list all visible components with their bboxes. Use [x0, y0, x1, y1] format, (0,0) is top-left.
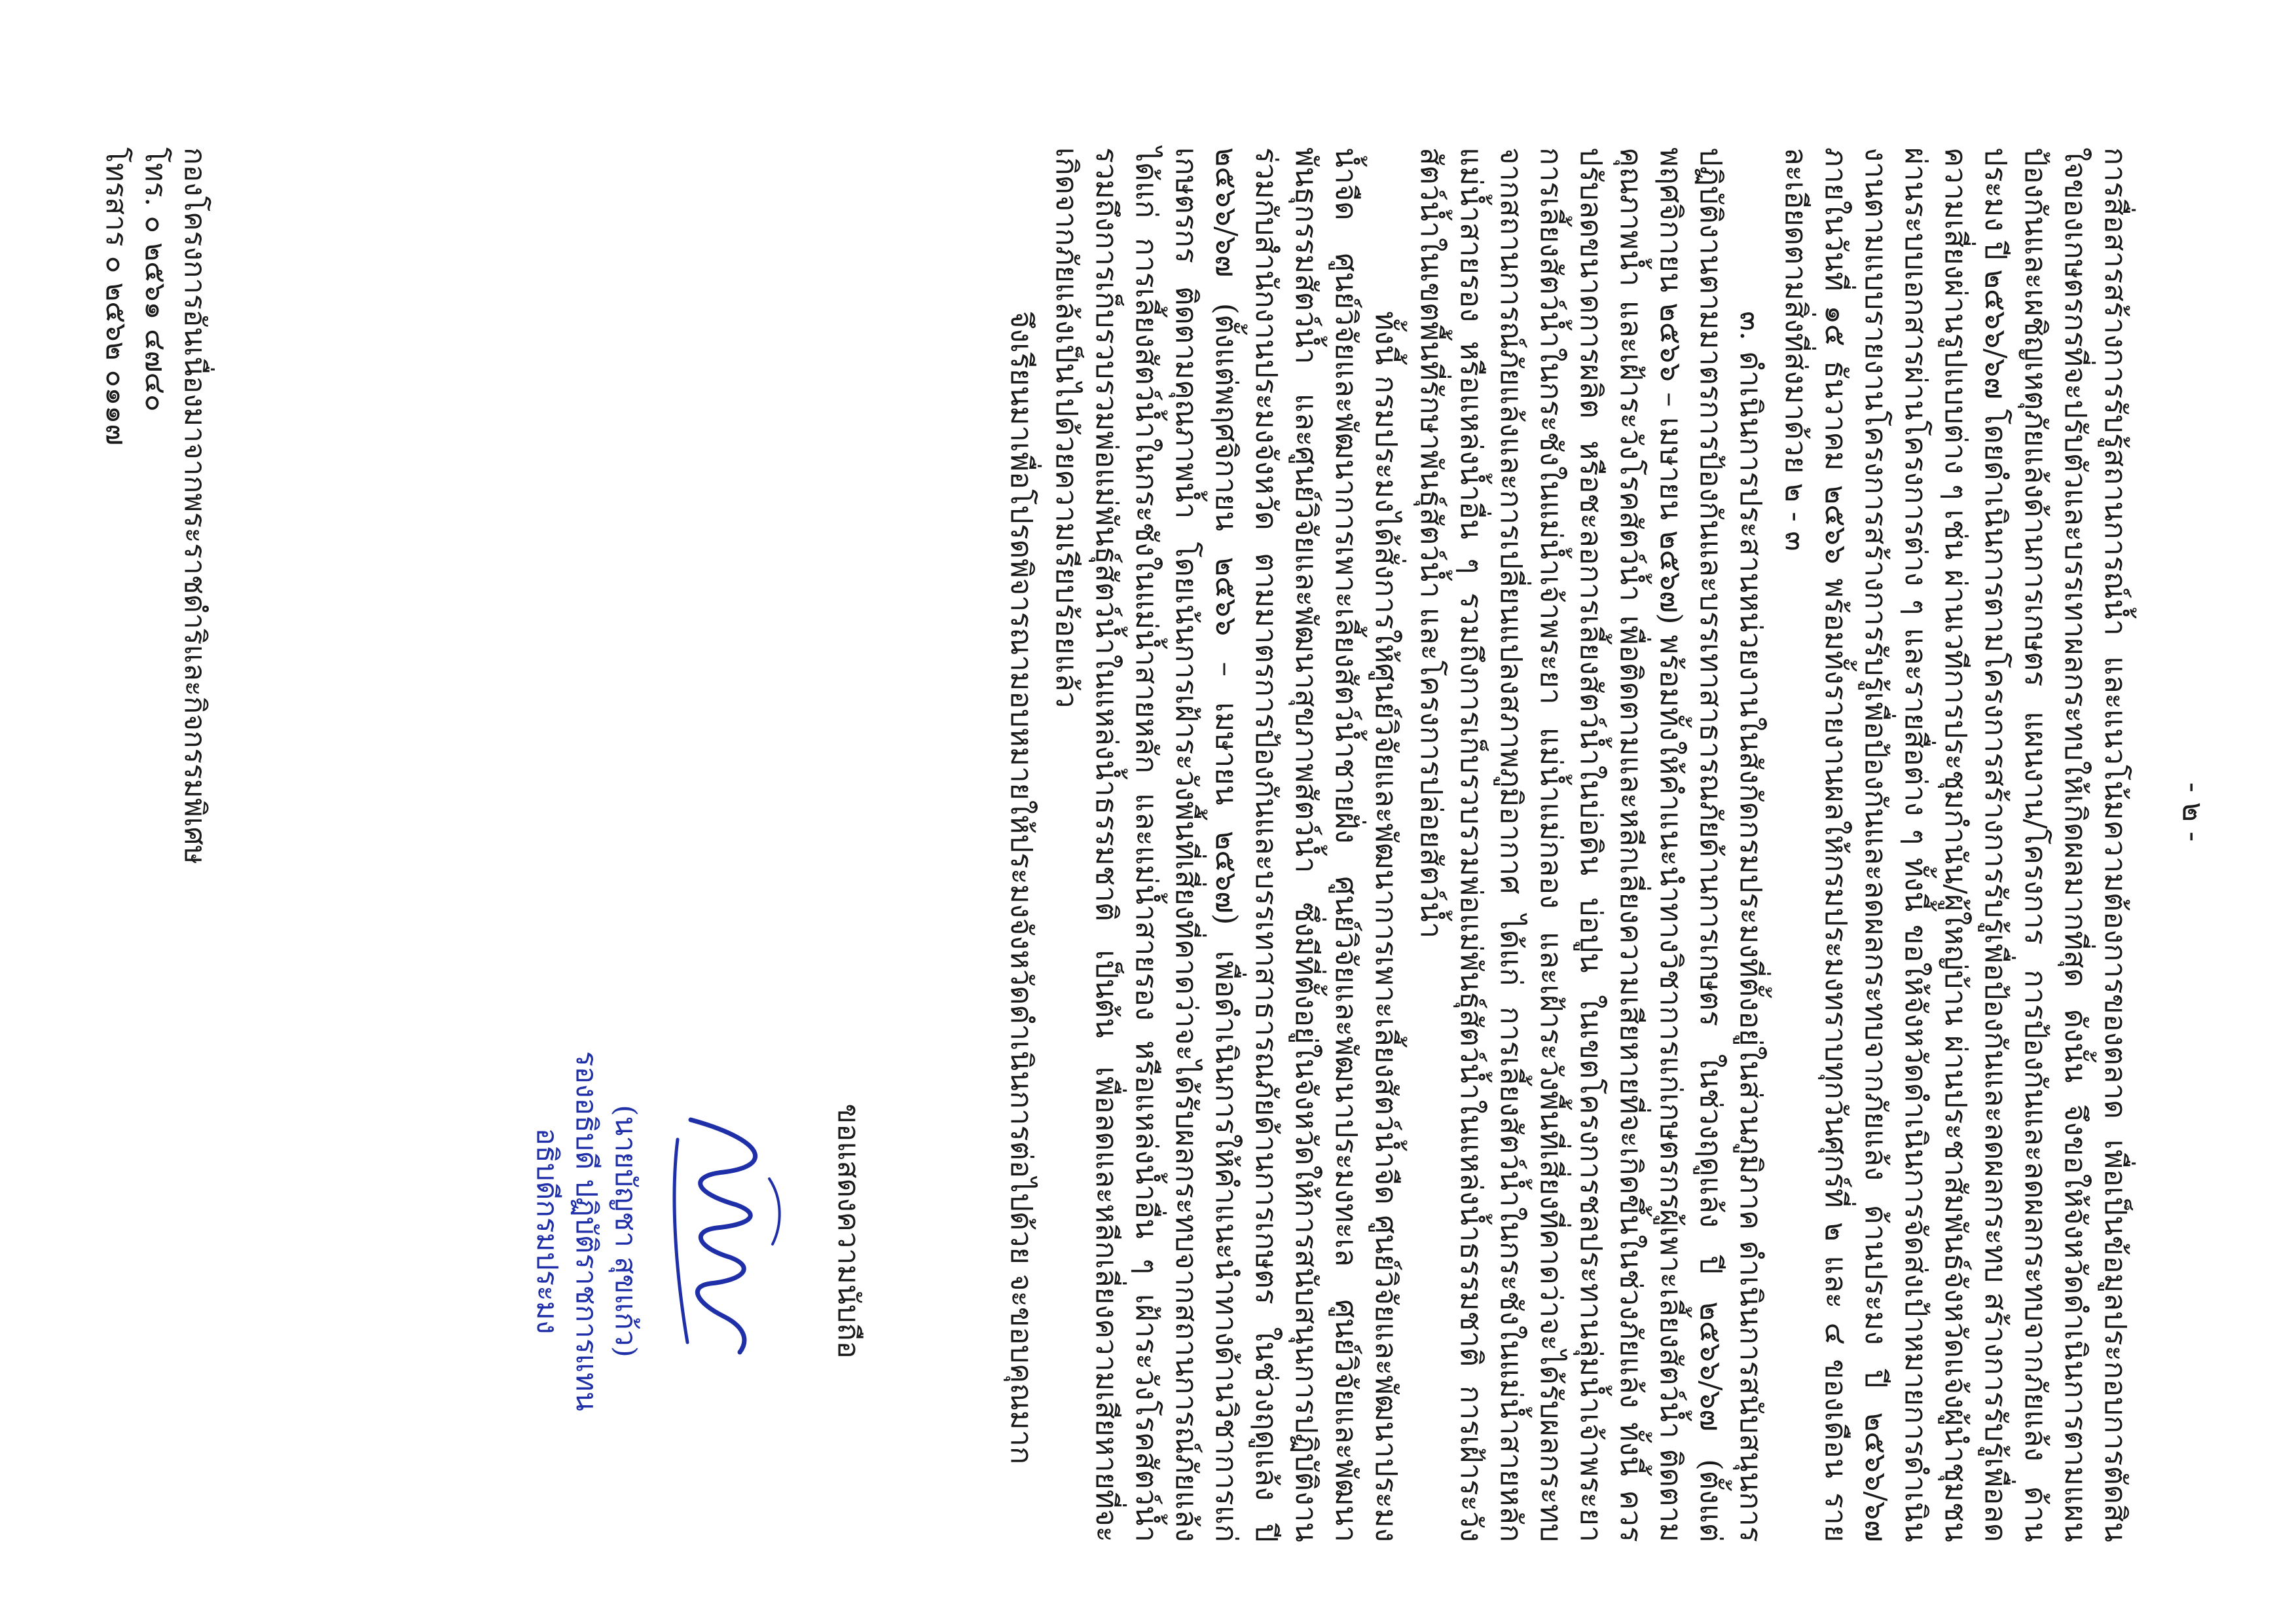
footer-fax: โทรสาร ๐ ๒๕๖๒ ๐๑๑๗ — [100, 147, 133, 446]
page-number: - ๒ - — [2176, 782, 2212, 842]
paragraph-item-3: ๓. ดำเนินการประสานหน่วยงานในสังกัดกรมประมงที่ตั้งอยู่ในส่วนภูมิภาค ดำเนินการสนับสนุนการปฏิบัติงานตามมาตรการป้องกันและบรรเทาสาธารณภัยด้านการเกษตร ในช่วงฤดูแล้ง ปี ๒๕๖๖/๖๗ (ตั้งแต่พฤศจิกายน ๒๕๖๖ – เมษายน ๒๕๖๗) พร้อมทั้งให้คำแนะนำทางวิชาการแก่เกษตรกรผู้เพาะเลี้ยงสัตว์น้ำ ติดตามคุณภาพน้ำ และเฝ้าระวังโรคสัตว์น้ำ เพื่อติดตามและหลีกเลี่ยงความเสียหายที่จะเกิดขึ้นในช่วงภัยแล้ง ทั้งนี้ ควรปรับลดขนาดการผลิต หรือชะลอการเลี้ยงสัตว์น้ำในบ่อดิน บ่อปูน ในเขตโครงการชลประทานลุ่มน้ำเจ้าพระยา การเลี้ยงสัตว์น้ำในกระชังในแม่น้ำเจ้าพระยา แม่น้ำแม่กลอง และเฝ้าระวังพื้นที่เสี่ยงที่คาดว่าจะได้รับผลกระทบจากสถานการณ์ภัยแล้งและการเปลี่ยนแปลงสภาพภูมิอากาศ ได้แก่ การเลี้ยงสัตว์น้ำในกระชังในแม่น้ำสายหลัก แม่น้ำสายรอง หรือแหล่งน้ำอื่น ๆ รวมถึงการเก็บรวบรวมพ่อแม่พันธุ์สัตว์น้ำในแหล่งน้ำธรรมชาติ การเฝ้าระวังสัตว์น้ำในเขตพื้นที่รักษาพันธุ์สัตว์น้ำ และโครงการปล่อยสัตว์น้ำ — [1414, 147, 1768, 1542]
paragraph-additional-note: ทั้งนี้ กรมประมงได้สั่งการให้ศูนย์วิจัยและพัฒนาการเพาะเลี้ยงสัตว์น้ำจืด ศูนย์วิจัยและพัฒนาประมงน้ำจืด ศูนย์วิจัยและพัฒนาการเพาะเลี้ยงสัตว์น้ำชายฝั่ง ศูนย์วิจัยและพัฒนาประมงทะเล ศูนย์วิจัยและพัฒนาพันธุกรรมสัตว์น้ำ และศูนย์วิจัยและพัฒนาสุขภาพสัตว์น้ำ ซึ่งมีที่ตั้งอยู่ในจังหวัดให้การสนับสนุนการปฏิบัติงานร่วมกับสำนักงานประมงจังหวัด ตามมาตรการป้องกันและบรรเทาสาธารณภัยด้านการเกษตร ในช่วงฤดูแล้ง ปี ๒๕๖๖/๖๗ (ตั้งแต่พฤศจิกายน ๒๕๖๖ – เมษายน ๒๕๖๗) เพื่อดำเนินการให้คำแนะนำทางด้านวิชาการแก่เกษตรกร ติดตามคุณภาพน้ำ โดยเน้นการเฝ้าระวังพื้นที่เสี่ยงที่คาดว่าจะได้รับผลกระทบจากสถานการณ์ภัยแล้ง ได้แก่ การเลี้ยงสัตว์น้ำในกระชังในแม่น้ำสายหลัก และแม่น้ำสายรอง หรือแหล่งน้ำอื่น ๆ เฝ้าระวังโรคสัตว์น้ำ รวมถึงการเก็บรวบรวมพ่อแม่พันธุ์สัตว์น้ำในแหล่งน้ำธรรมชาติ เป็นต้น เพื่อลดและหลีกเลี่ยงความเสียหายที่จะเกิดจากภัยแล้งเป็นไปด้วยความเรียบร้อยแล้ว — [1049, 147, 1404, 1542]
signer-position-director: อธิบดีกรมประมง — [530, 1128, 564, 1335]
footer-phone: โทร. ๐ ๒๕๖๑ ๔๗๔๐ — [139, 147, 172, 412]
paragraph-continuation: การสื่อสารสร้างการรับรู้สถานการณ์น้ำ และแนวโน้มความต้องการของตลาด เพื่อเป็นข้อมูลประกอบการตัดสินใจของเกษตรกรที่จะปรับตัวและบรรเทาผลกระทบให้เกิดผลมากที่สุด ดังนั้น จึงขอให้จังหวัดดำเนินการตามแผนป้องกันและเผชิญเหตุภัยแล้งด้านการเกษตร แผนงาน/โครงการ การป้องกันและลดผลกระทบจากภัยแล้ง ด้านประมง ปี ๒๕๖๖/๖๗ โดยดำเนินการตามโครงการสร้างการรับรู้เพื่อป้องกันและลดผลกระทบ สร้างการรับรู้เพื่อลดความเสี่ยงผ่านรูปแบบต่าง ๆ เช่น ผ่านเวทีการประชุมกำนัน/ผู้ใหญ่บ้าน ผ่านประชาสัมพันธ์จังหวัดแจ้งผู้นำชุมชนผ่านระบบเอกสารผ่านโครงการต่าง ๆ และรายสื่อต่าง ๆ ทั้งนี้ ขอให้จังหวัดดำเนินการจัดส่งเป้าหมายการดำเนินงานตามแบบรายงานโครงการสร้างการรับรู้เพื่อป้องกันและลดผลกระทบจากภัยแล้ง ด้านประมง ปี ๒๕๖๖/๖๗ ภายในวันที่ ๑๕ ธันวาคม ๒๕๖๖ พร้อมทั้งรายงานผลให้กรมประมงทราบทุกวันศุกร์ที่ ๒ และ ๔ ของเดือน รายละเอียดตามสิ่งที่ส่งมาด้วย ๒ - ๓ — [1779, 147, 2133, 1542]
signer-position-deputy: รองอธิบดี ปฏิบัติราชการแทน — [570, 1051, 603, 1411]
contact-footer — [96, 147, 214, 1195]
closing-salutation: ขอแสดงความนับถือ — [831, 1103, 866, 1359]
footer-department: กองโครงการอันเนื่องมาจากพระราชดำริและกิจกรรมพิเศษ — [178, 147, 211, 864]
signer-name: (นายบัญชา สุขแก้ว) — [609, 1105, 642, 1357]
handwritten-signature — [651, 1094, 802, 1369]
signature-block — [527, 904, 869, 1559]
paragraph-request: จึงเรียนมาเพื่อโปรดพิจารณามอบหมายให้ประมงจังหวัดดำเนินการต่อไปด้วย จะขอบคุณมาก — [1004, 311, 1039, 1465]
letter-body — [996, 147, 2136, 1542]
